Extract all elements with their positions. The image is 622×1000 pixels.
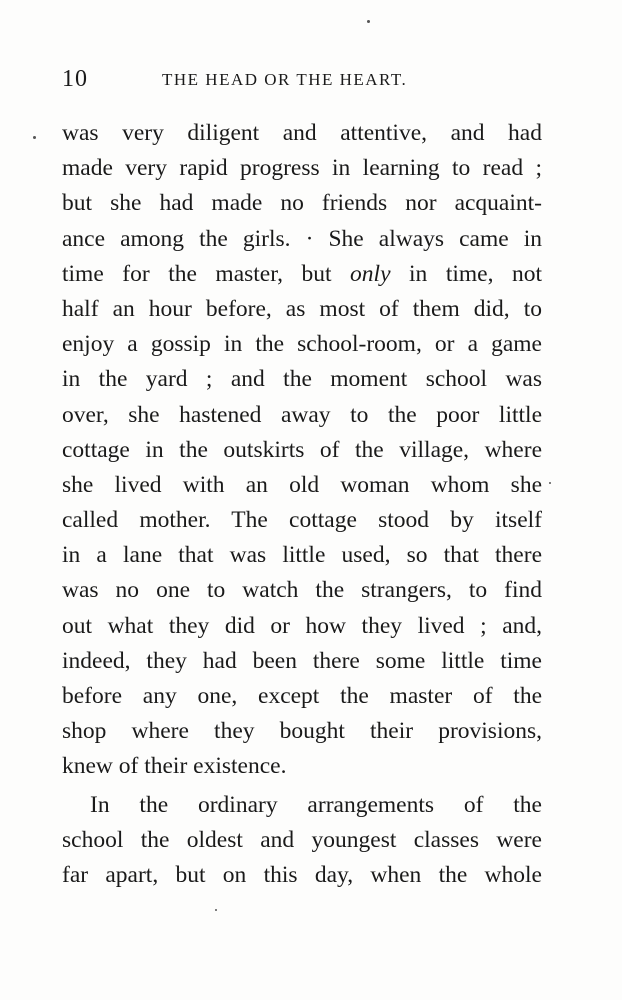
text-segment: in time, not	[390, 260, 543, 287]
emphasis-word: only	[350, 260, 391, 287]
text-line: called mother. The cottage stood by itself	[62, 507, 542, 534]
text-line: in a lane that was little used, so that there	[62, 542, 542, 569]
text-line: made very rapid progress in learning to read ;	[62, 155, 542, 182]
text-line: indeed, they had been there some little time	[62, 647, 542, 674]
text-line	[62, 257, 542, 292]
text-line: she lived with an old woman whom she	[62, 471, 542, 498]
running-head	[62, 66, 542, 100]
page-number: 10	[62, 66, 88, 92]
print-speck	[33, 136, 36, 139]
text-line: half an hour before, as most of them did, to	[62, 295, 542, 322]
text-line: but she had made no friends nor acquaint-	[62, 190, 542, 217]
text-line: shop where they bought their provisions,	[62, 718, 542, 745]
text-line: was very diligent and attentive, and had	[62, 120, 542, 146]
text-line: before any one, except the master of the	[62, 683, 542, 709]
text-line: enjoy a gossip in the school-room, or a game	[62, 331, 542, 358]
text-line: school the oldest and youngest classes were	[62, 826, 542, 853]
text-line: far apart, but on this day, when the whole	[62, 861, 542, 888]
running-title: THE HEAD OR THE HEART.	[162, 70, 408, 89]
text-line: in the yard ; and the moment school was	[62, 366, 542, 393]
text-line: out what they did or how they lived ; and,	[62, 612, 542, 639]
body-text	[62, 116, 542, 893]
print-speck	[549, 482, 551, 484]
text-segment: time for the master, but	[62, 260, 351, 287]
text-line: cottage in the outskirts of the village, where	[62, 436, 542, 463]
print-speck	[215, 909, 217, 911]
text-line: In the ordinary arrangements of the	[90, 791, 542, 818]
text-line: over, she hastened away to the poor little	[62, 401, 542, 428]
text-line: was no one to watch the strangers, to find	[62, 577, 542, 604]
text-line: ance among the girls. · She always came in	[62, 225, 542, 252]
text-line: knew of their existence.	[62, 753, 287, 780]
print-speck	[367, 20, 370, 23]
